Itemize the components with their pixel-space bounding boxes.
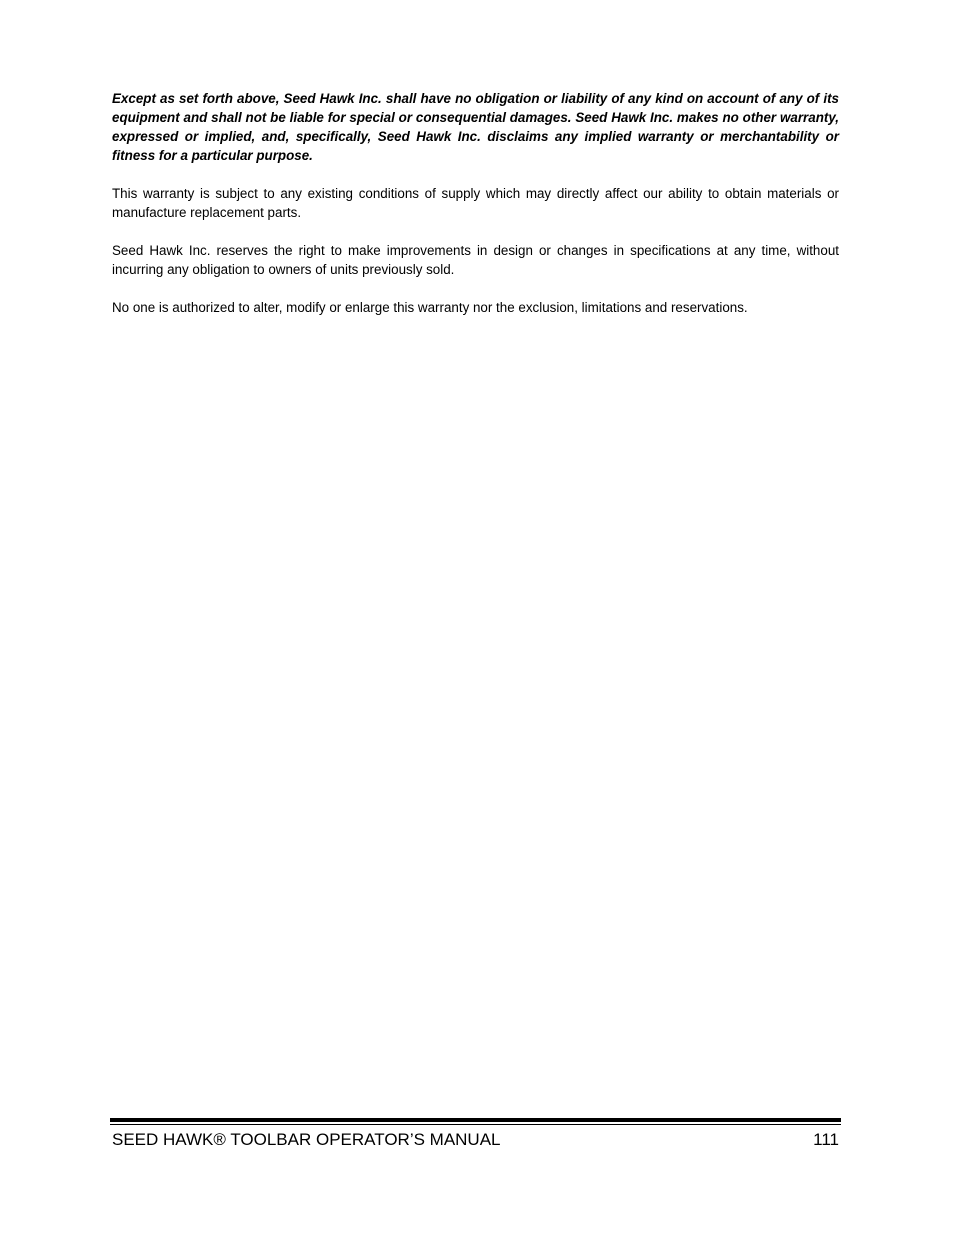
page-footer	[110, 1118, 841, 1151]
no-alteration-paragraph: No one is authorized to alter, modify or enlarge this warranty nor the exclusion, limitations and reservations.	[112, 300, 748, 315]
supply-conditions-paragraph: This warranty is subject to any existing conditions of supply which may directly affect our ability to obtain materials or manufacture replacement parts.	[112, 186, 839, 220]
footer-page-number: 111	[813, 1130, 839, 1149]
improvements-reservation-paragraph: Seed Hawk Inc. reserves the right to make improvements in design or changes in specifications at any time, without incurring any obligation to owners of units previously sold.	[112, 243, 839, 277]
warranty-disclaimer-paragraph: Except as set forth above, Seed Hawk Inc. shall have no obligation or liability of any kind on account of any of its equipment and shall not be liable for special or consequential damages. Seed Hawk Inc. makes no other warranty, expressed or implied, and, specifically, Seed Hawk Inc. disclaims any implied warranty or merchantability or fitness for a particular purpose.	[112, 91, 839, 163]
document-body	[112, 89, 839, 336]
footer-manual-title: SEED HAWK® TOOLBAR OPERATOR’S MANUAL	[112, 1130, 501, 1149]
